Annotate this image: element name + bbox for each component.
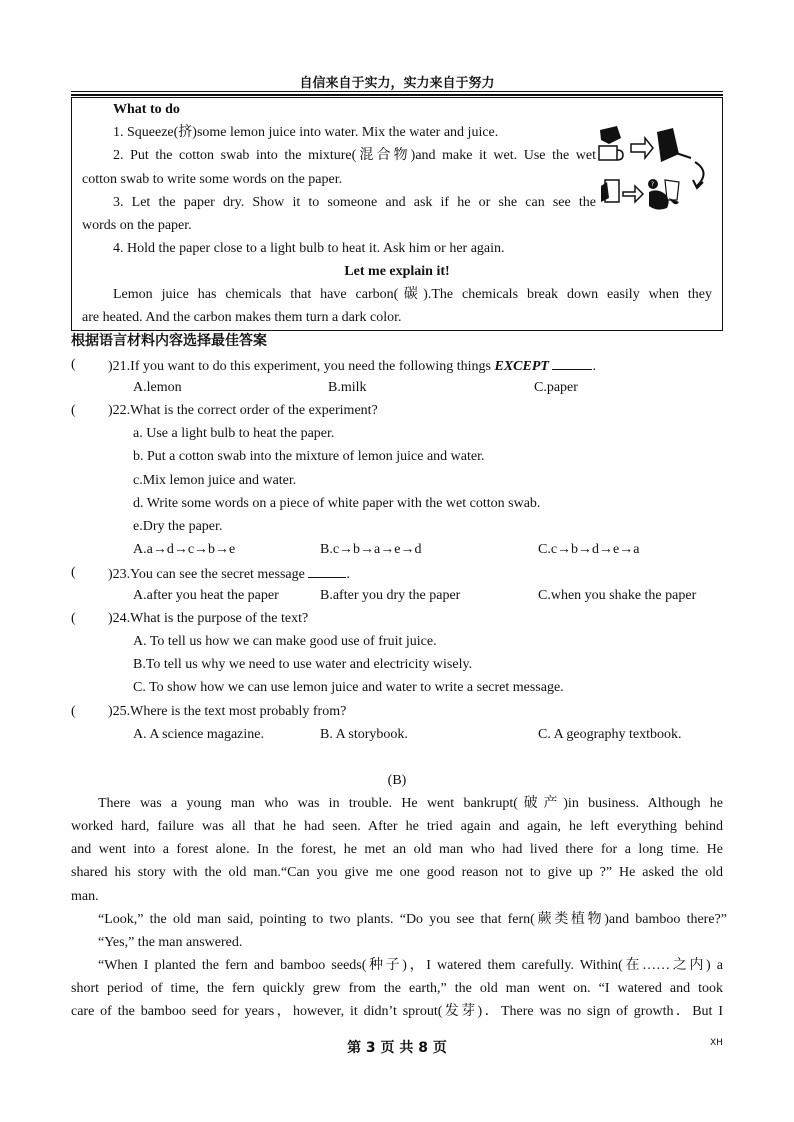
section-instruction: 根据语言材料内容选择最佳答案 [71,333,267,349]
q24-option-b[interactable]: B.To tell us why we need to use water and electricity wisely. [133,657,473,672]
passage-b-title: (B) [387,773,407,788]
step-4: 4. Hold the paper close to a light bulb to heat it. Ask him or her again. [113,241,505,256]
q21-option-c[interactable]: C.paper [534,380,578,395]
q21-option-a[interactable]: A.lemon [133,380,182,395]
q22-item-b: b. Put a cotton swab into the mixture of lemon juice and water. [133,449,485,464]
footer-code: XH [710,1038,723,1048]
header-rule-thick [71,94,723,96]
passage-b-p4-line3: care of the bamboo seed for years，however, it didn’t sprout(发芽)．There was no sign of growth．But I [71,1004,723,1019]
q25-option-b[interactable]: B. A storybook. [320,727,408,742]
q25-option-c[interactable]: C. A geography textbook. [538,727,682,742]
explain-line-1: Lemon juice has chemicals that have carbon(碳).The chemicals break down easily when they [113,287,712,302]
explain-heading: Let me explain it! [344,264,450,279]
passage-b-p1-line5: man. [71,889,99,904]
q25-option-a[interactable]: A. A science magazine. [133,727,265,742]
passage-b-p1-line2: worked hard, failure was all that he had seen. After he tried again and again, he left everything behind [71,819,723,834]
q21-option-b[interactable]: B.milk [328,380,367,395]
q22-item-c: c.Mix lemon juice and water. [133,473,297,488]
q23-option-b[interactable]: B.after you dry the paper [320,588,461,603]
explain-line-2: are heated. And the carbon makes them turn a dark color. [82,310,402,325]
page-header-motto: 自信来自于实力，实力来自于努力 [299,76,495,91]
step-2-line-1: 2. Put the cotton swab into the mixture(混合物)and make it wet. Use the wet [113,148,596,163]
step-3-line-2: words on the paper. [82,218,192,233]
q22-item-e: e.Dry the paper. [133,519,223,534]
passage-b-p4-line2: short period of time, the fern quickly grew from the earth,” the old man went on. “I watered and took [71,981,723,996]
q21-blank [552,355,592,370]
q22-stem: )22.What is the correct order of the experiment? [108,403,378,418]
passage-b-p1-line1: There was a young man who was in trouble. He went bankrupt(破产)in business. Although he [98,796,723,811]
passage-b-p3: “Yes,” the man answered. [98,935,243,950]
svg-text:?: ? [651,181,655,188]
q22-item-a: a. Use a light bulb to heat the paper. [133,426,335,441]
passage-b-p1-line4: shared his story with the old man.“Can you give me one good reason not to give up ?” He asked the old [71,865,723,880]
q25-stem: )25.Where is the text most probably from? [108,704,347,719]
q23-answer-paren[interactable]: ( [71,565,76,580]
q23-blank [308,563,346,578]
step-3-line-1: 3. Let the paper dry. Show it to someone and ask if he or she can see the [113,195,596,210]
header-rule-thin [71,91,723,92]
q25-answer-paren[interactable]: ( [71,704,76,719]
q24-option-c[interactable]: C. To show how we can use lemon juice and water to write a secret message. [133,680,564,695]
page-number: 第 3 页 共 8 页 [347,1040,447,1056]
q22-item-d: d. Write some words on a piece of white paper with the wet cotton swab. [133,496,541,511]
q23-stem: )23.You can see the secret message . [108,563,350,585]
q23-option-c[interactable]: C.when you shake the paper [538,588,697,603]
experiment-illustration-icon [595,122,715,222]
passage-b-p4-line1: “When I planted the fern and bamboo seeds(种子)，I watered them carefully. Within(在……之内) a [98,958,723,973]
q22-answer-paren[interactable]: ( [71,403,76,418]
step-1: 1. Squeeze(挤)some lemon juice into water. Mix the water and juice. [113,125,499,140]
q22-option-a[interactable]: A.a→d→c→b→e [133,542,236,557]
q22-option-b[interactable]: B.c→b→a→e→d [320,542,422,557]
q21-answer-paren[interactable]: ( [71,357,76,372]
q22-option-c[interactable]: C.c→b→d→e→a [538,542,640,557]
q24-answer-paren[interactable]: ( [71,611,76,626]
q23-option-a[interactable]: A.after you heat the paper [133,588,279,603]
what-to-do-heading: What to do [113,102,180,117]
q24-option-a[interactable]: A. To tell us how we can make good use of fruit juice. [133,634,437,649]
passage-b-p1-line3: and went into a forest alone. In the forest, he met an old man who had lived there for a long time. He [71,842,723,857]
q21-stem: )21.If you want to do this experiment, you need the following things EXCEPT . [108,355,596,377]
passage-b-p2: “Look,” the old man said, pointing to two plants. “Do you see that fern(蕨类植物)and bamboo there?” [98,912,727,927]
step-2-line-2: cotton swab to write some words on the paper. [82,172,343,187]
q24-stem: )24.What is the purpose of the text? [108,611,309,626]
